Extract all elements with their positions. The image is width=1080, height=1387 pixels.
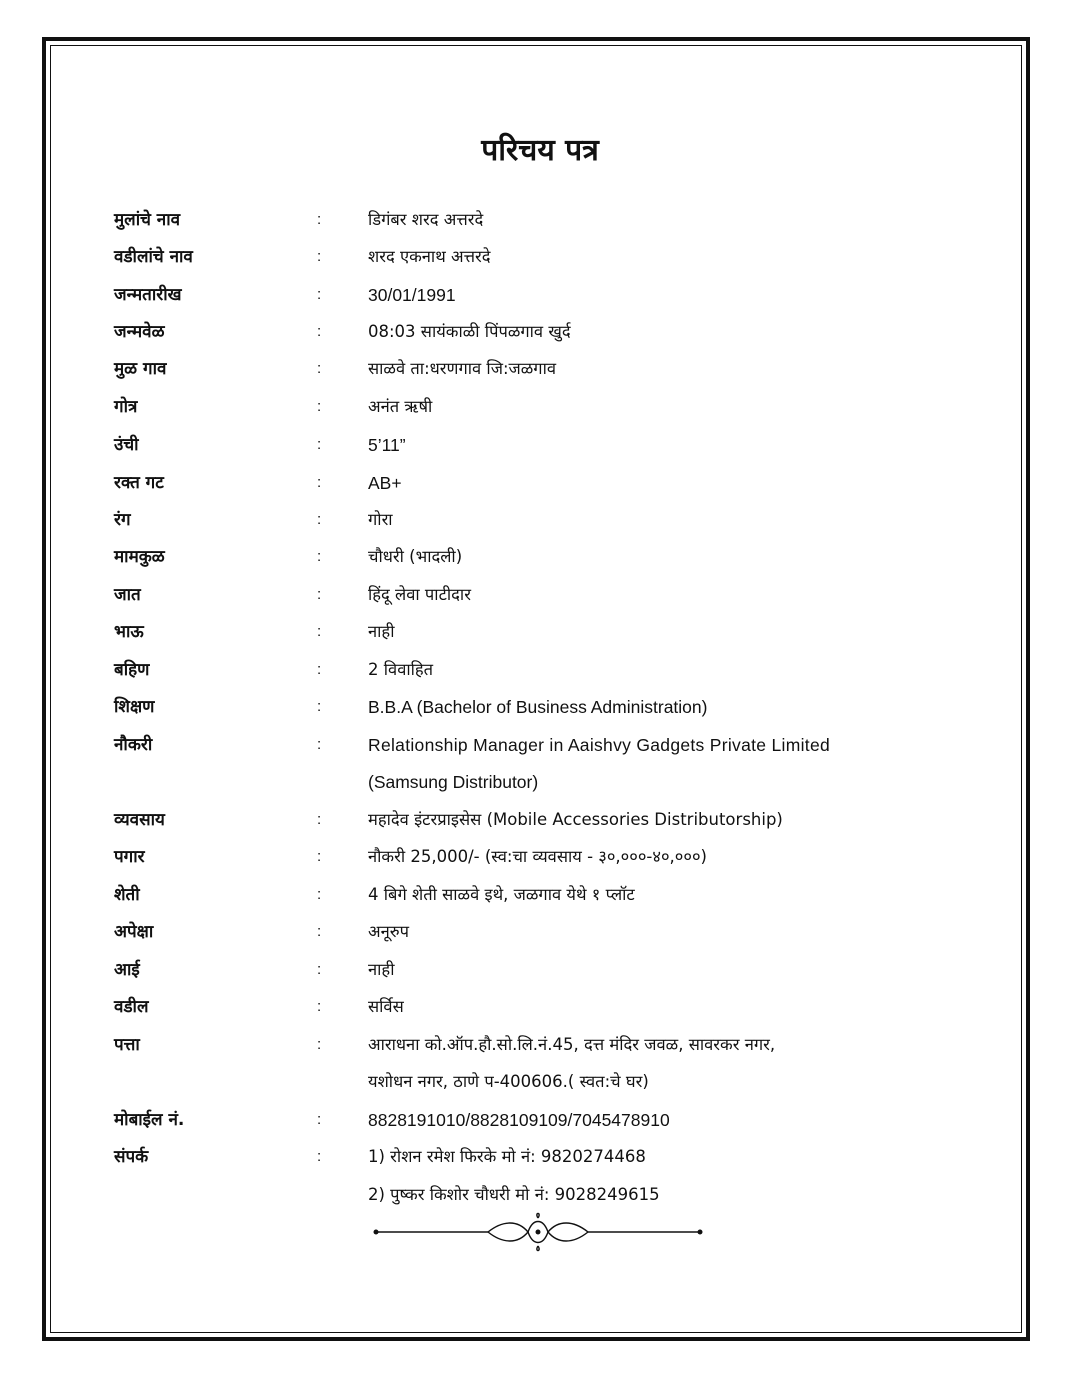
field-separator: : <box>317 811 322 828</box>
field-value: 8828191010/8828109109/7045478910 <box>368 1110 670 1130</box>
field-value: सर्विस <box>368 997 404 1016</box>
field-separator: : <box>317 1148 322 1165</box>
field-separator: : <box>317 848 322 865</box>
biodata-row <box>0 1108 1080 1145</box>
field-separator: : <box>317 436 322 453</box>
field-value: नाही <box>368 622 395 641</box>
biodata-row <box>0 695 1080 732</box>
field-label: वडील <box>114 997 149 1017</box>
biodata-row <box>0 920 1080 957</box>
field-label: पगार <box>114 847 145 867</box>
field-label: जन्मवेळ <box>114 322 165 342</box>
field-label: रंग <box>114 510 131 530</box>
biodata-row <box>0 395 1080 432</box>
biodata-row <box>0 883 1080 920</box>
field-separator: : <box>317 248 322 265</box>
field-value: आराधना को.ऑप.हौ.सो.लि.नं.45, दत्त मंदिर जवळ, सावरकर नगर, <box>368 1035 776 1054</box>
biodata-row <box>0 433 1080 470</box>
field-label: मुलांचे नाव <box>114 210 181 230</box>
biodata-row <box>0 658 1080 695</box>
biodata-row <box>0 1070 1080 1107</box>
biodata-row <box>0 958 1080 995</box>
field-separator: : <box>317 961 322 978</box>
field-label: मोबाईल नं. <box>114 1110 185 1130</box>
field-separator: : <box>317 1036 322 1053</box>
field-label: नौकरी <box>114 735 153 755</box>
field-separator: : <box>317 1111 322 1128</box>
field-value: 1) रोशन रमेश फिरके मो नं: 9820274468 <box>368 1147 646 1166</box>
field-value: हिंदू लेवा पाटीदार <box>368 585 471 604</box>
biodata-row <box>0 770 1080 807</box>
field-value: महादेव इंटरप्राइसेस (Mobile Accessories Distributorship) <box>368 810 783 829</box>
biodata-row <box>0 320 1080 357</box>
field-separator: : <box>317 360 322 377</box>
field-value: 08:03 सायंकाळी पिंपळगाव खुर्द <box>368 322 571 341</box>
field-separator: : <box>317 398 322 415</box>
field-label: मामकुळ <box>114 547 165 567</box>
biodata-row <box>0 583 1080 620</box>
biodata-row <box>0 995 1080 1032</box>
field-separator: : <box>317 286 322 303</box>
field-value: साळवे ता:धरणगाव जि:जळगाव <box>368 359 557 378</box>
biodata-row <box>0 357 1080 394</box>
field-separator: : <box>317 698 322 715</box>
field-separator: : <box>317 923 322 940</box>
field-value: Relationship Manager in Aaishvy Gadgets Private Limited <box>368 735 831 755</box>
field-label: जात <box>114 585 141 605</box>
field-label: अपेक्षा <box>114 922 154 942</box>
biodata-row <box>0 208 1080 245</box>
field-value: 4 बिगे शेती साळवे इथे, जळगाव येथे १ प्लॉट <box>368 885 635 904</box>
biodata-row <box>0 471 1080 508</box>
biodata-row <box>0 1033 1080 1070</box>
field-value: अनूरुप <box>368 922 410 941</box>
field-separator: : <box>317 886 322 903</box>
biodata-row <box>0 620 1080 657</box>
biodata-row <box>0 1145 1080 1182</box>
field-value: 5’11” <box>368 435 406 455</box>
field-value: 2) पुष्कर किशोर चौधरी मो नं: 9028249615 <box>368 1185 660 1204</box>
field-label: व्यवसाय <box>114 810 165 830</box>
field-label: शिक्षण <box>114 697 155 717</box>
biodata-row <box>0 508 1080 545</box>
field-label: मुळ गाव <box>114 359 167 379</box>
biodata-row <box>0 808 1080 845</box>
field-separator: : <box>317 323 322 340</box>
field-separator: : <box>317 548 322 565</box>
field-label: गोत्र <box>114 397 138 417</box>
field-label: शेती <box>114 885 140 905</box>
biodata-row <box>0 845 1080 882</box>
field-value: नौकरी 25,000/- (स्व:चा व्यवसाय - ३०,०००-४०,०००) <box>368 847 707 866</box>
field-separator: : <box>317 474 322 491</box>
field-separator: : <box>317 736 322 753</box>
document-title: परिचय पत्र <box>481 133 599 168</box>
field-separator: : <box>317 998 322 1015</box>
field-value: B.B.A (Bachelor of Business Administration) <box>368 697 708 717</box>
field-separator: : <box>317 586 322 603</box>
field-value: अनंत ऋषी <box>368 397 433 416</box>
field-value: गोरा <box>368 510 393 529</box>
field-label: आई <box>114 960 140 980</box>
field-value: (Samsung Distributor) <box>368 772 539 792</box>
biodata-row <box>0 245 1080 282</box>
field-separator: : <box>317 623 322 640</box>
field-separator: : <box>317 211 322 228</box>
field-value: नाही <box>368 960 395 979</box>
biodata-row <box>0 733 1080 770</box>
field-value: 30/01/1991 <box>368 285 456 305</box>
field-label: पत्ता <box>114 1035 140 1055</box>
field-value: यशोधन नगर, ठाणे प-400606.( स्वत:चे घर) <box>368 1072 649 1091</box>
biodata-row <box>0 283 1080 320</box>
field-separator: : <box>317 511 322 528</box>
field-value: चौधरी (भादली) <box>368 547 463 566</box>
field-label: संपर्क <box>114 1147 149 1167</box>
field-label: उंची <box>114 435 139 455</box>
field-value: डिगंबर शरद अत्तरदे <box>368 210 484 229</box>
field-label: रक्त गट <box>114 473 164 493</box>
field-separator: : <box>317 661 322 678</box>
field-value: शरद एकनाथ अत्तरदे <box>368 247 491 266</box>
field-value: 2 विवाहित <box>368 660 434 679</box>
field-label: जन्मतारीख <box>114 285 182 305</box>
field-label: वडीलांचे नाव <box>114 247 193 267</box>
field-label: बहिण <box>114 660 150 680</box>
divider-ornament <box>368 1212 708 1252</box>
field-label: भाऊ <box>114 622 144 642</box>
biodata-row <box>0 545 1080 582</box>
field-value: AB+ <box>368 473 402 493</box>
